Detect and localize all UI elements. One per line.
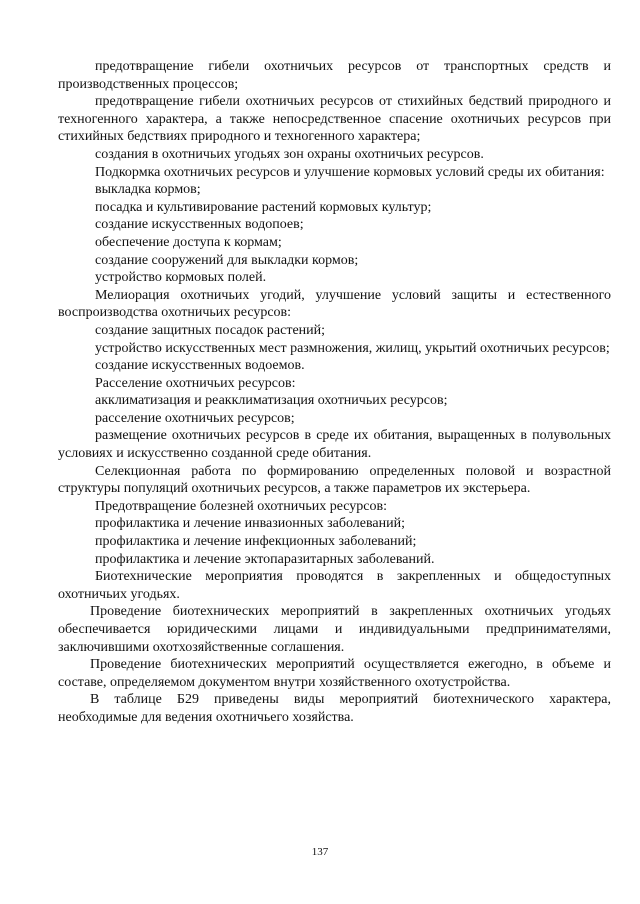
paragraph-8: обеспечение доступа к кормам; <box>95 234 282 250</box>
page-number: 137 <box>311 846 329 858</box>
paragraph-10: устройство кормовых полей. <box>95 270 267 286</box>
document-page <box>58 58 611 727</box>
paragraph-17: расселение охотничьих ресурсов; <box>95 410 295 426</box>
paragraph-22: профилактика и лечение инфекционных заболеваний; <box>95 534 417 550</box>
paragraph-14: создание искусственных водоемов. <box>95 358 305 374</box>
paragraph-19: Селекционная работа по формированию определенных половой и возрастной структуры популяций охотничьих ресурсов, а также параметров их экстерьера. <box>58 463 611 497</box>
paragraph-20: Предотвращение болезней охотничьих ресурсов: <box>95 498 388 514</box>
paragraph-7: создание искусственных водопоев; <box>95 217 304 233</box>
paragraph-15: Расселение охотничьих ресурсов: <box>95 375 296 391</box>
paragraph-3: создания в охотничьих угодьях зон охраны охотничьих ресурсов. <box>95 146 484 162</box>
paragraph-11: Мелиорация охотничьих угодий, улучшение условий защиты и естественного воспроизводства охотничьих ресурсов: <box>58 287 611 321</box>
paragraph-5: выкладка кормов; <box>95 182 201 198</box>
paragraph-1: предотвращение гибели охотничьих ресурсов от транспортных средств и производственных процессов; <box>58 59 611 92</box>
paragraph-25: Проведение биотехнических мероприятий в закрепленных охотничьих угодьях обеспечивается юридическими лицами и индивидуальными предпринимателями, заключившими охотхозяйственные соглашения. <box>58 604 611 655</box>
paragraph-9: создание сооружений для выкладки кормов; <box>95 252 359 268</box>
paragraph-27: В таблице Б29 приведены виды мероприятий биотехнического характера, необходимые для ведения охотничьего хозяйства. <box>58 692 611 725</box>
paragraph-18: размещение охотничьих ресурсов в среде их обитания, выращенных в полувольных условиях и искусственно созданной среде обитания. <box>58 428 611 462</box>
paragraph-13: устройство искусственных мест размножения, жилищ, укрытий охотничьих ресурсов; <box>95 340 610 356</box>
paragraph-26: Проведение биотехнических мероприятий осуществляется ежегодно, в объеме и составе, определяемом документом внутри хозяйственного охотустройства. <box>58 657 611 690</box>
paragraph-23: профилактика и лечение эктопаразитарных заболеваний. <box>95 551 435 567</box>
paragraph-2: предотвращение гибели охотничьих ресурсов от стихийных бедствий природного и техногенного характера, а также непосредственное спасение охотничьих ресурсов при стихийных бедствиях природного и техногенного характера; <box>58 94 611 145</box>
paragraph-21: профилактика и лечение инвазионных заболеваний; <box>95 516 406 532</box>
paragraph-24: Биотехнические мероприятия проводятся в закрепленных и общедоступных охотничьих угодьях. <box>58 569 611 602</box>
paragraph-12: создание защитных посадок растений; <box>95 322 326 338</box>
paragraph-4: Подкормка охотничьих ресурсов и улучшение кормовых условий среды их обитания: <box>95 164 605 180</box>
paragraph-16: акклиматизация и реакклиматизация охотничьих ресурсов; <box>95 393 448 409</box>
paragraph-6: посадка и культивирование растений кормовых культур; <box>95 199 432 215</box>
